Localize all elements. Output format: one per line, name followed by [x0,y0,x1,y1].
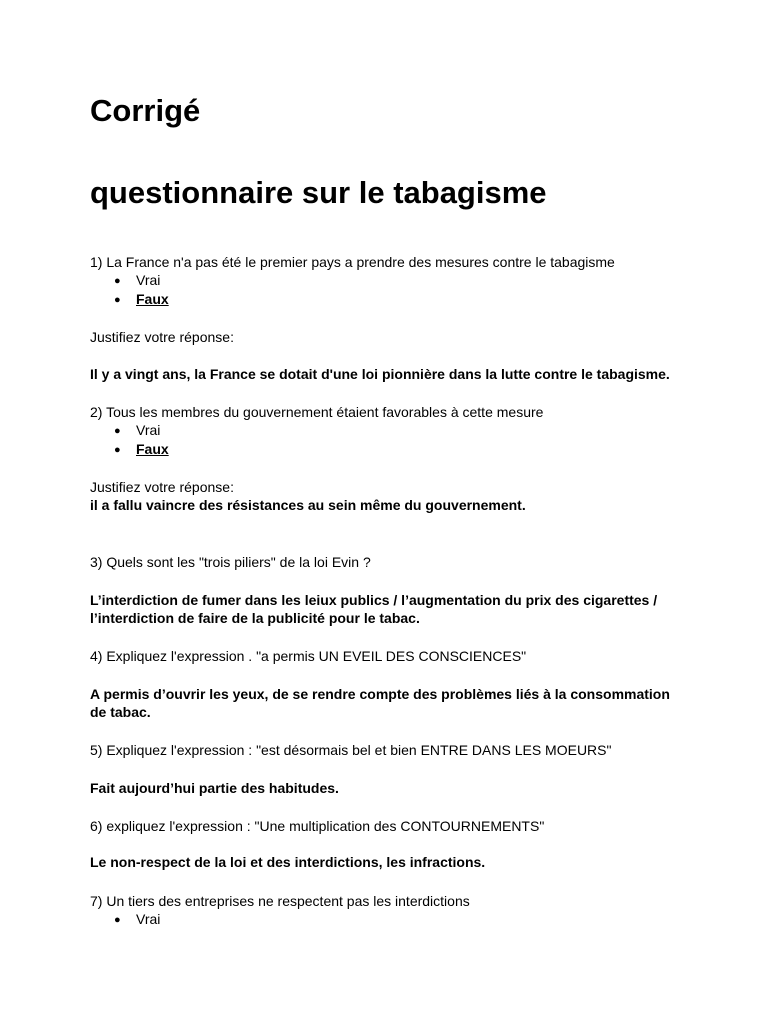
question-4-answer-line-1: A permis d’ouvrir les yeux, de se rendre compte des problèmes liés à la consommation [90,686,670,702]
question-1-text: 1) La France n'a pas été le premier pays a prendre des mesures contre le tabagisme [90,254,615,270]
question-5-answer: Fait aujourd’hui partie des habitudes. [90,780,339,796]
question-2-text: 2) Tous les membres du gouvernement étaient favorables à cette mesure [90,404,544,420]
option-label-selected: Faux [136,291,169,307]
question-3-answer-line-2: l’interdiction de faire de la publicité pour le tabac. [90,610,420,626]
question-2-answer: il a fallu vaincre des résistances au sein même du gouvernement. [90,497,526,513]
question-2-option-faux [114,440,169,459]
bullet-icon: ● [114,425,121,437]
question-6-text: 6) expliquez l'expression : "Une multiplication des CONTOURNEMENTS" [90,818,545,834]
bullet-icon: ● [114,294,121,306]
question-6-answer: Le non-respect de la loi et des interdictions, les infractions. [90,854,486,870]
question-3-text: 3) Quels sont les "trois piliers" de la loi Evin ? [90,554,371,570]
option-label: Vrai [136,272,161,288]
question-2-justify-label: Justifiez votre réponse: [90,479,234,495]
question-7-text: 7) Un tiers des entreprises ne respectent pas les interdictions [90,893,470,909]
question-1-option-vrai [114,271,160,290]
question-5-text: 5) Expliquez l'expression : "est désormais bel et bien ENTRE DANS LES MOEURS" [90,742,612,758]
option-label-selected: Faux [136,441,169,457]
question-4-answer-line-2: de tabac. [90,704,151,720]
bullet-icon: ● [114,275,121,287]
question-4-text: 4) Expliquez l'expression . "a permis UN EVEIL DES CONSCIENCES" [90,648,527,664]
document-subtitle: questionnaire sur le tabagisme [90,175,547,210]
option-label: Vrai [136,911,161,927]
bullet-icon: ● [114,444,121,456]
question-1-justify-label: Justifiez votre réponse: [90,329,234,345]
bullet-icon: ● [114,914,121,926]
question-3-answer-line-1: L’interdiction de fumer dans les leiux publics / l’augmentation du prix des cigarettes / [90,592,658,608]
option-label: Vrai [136,422,161,438]
question-1-answer: Il y a vingt ans, la France se dotait d'une loi pionnière dans la lutte contre le tabagisme. [90,366,670,382]
document-title: Corrigé [90,93,201,128]
question-1-option-faux [114,290,169,309]
question-7-option-vrai [114,910,160,929]
question-2-option-vrai [114,421,160,440]
